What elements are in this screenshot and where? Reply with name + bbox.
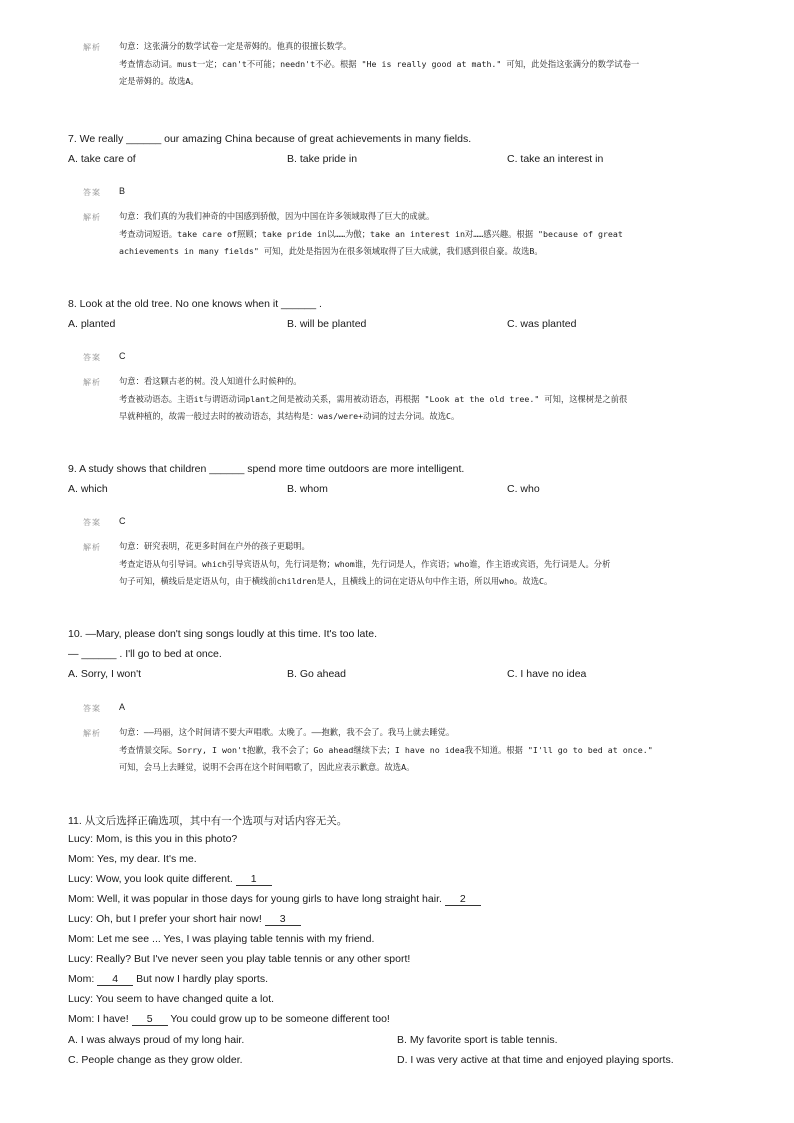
dialogue-text: Mom:	[68, 973, 98, 985]
analysis-line: 考查被动语态。主语it与谓语动词plant之间是被动关系，需用被动语态，再根据 "Look at the old tree." 可知，这棵树是之前很	[119, 393, 628, 404]
answer-tag: 答案	[83, 704, 101, 713]
q8-analysis	[119, 373, 709, 426]
blank-5[interactable]: 5	[132, 1014, 168, 1026]
q11-option-b[interactable]: B. My favorite sport is table tennis.	[397, 1034, 558, 1046]
q8-option-c[interactable]: C. was planted	[507, 318, 577, 330]
q9-answer: C	[119, 516, 126, 526]
analysis-line: 句意：看这颗古老的树。没人知道什么时候种的。	[119, 376, 302, 386]
q10-option-a[interactable]: A. Sorry, I won't	[68, 668, 141, 680]
analysis-tag: 解析	[83, 213, 101, 222]
answer-tag: 答案	[83, 518, 101, 527]
analysis-line: 句子可知，横线后是定语从句，由于横线前children是人，且横线上的词在定语从句中作主语，所以用who。故选C。	[119, 576, 553, 586]
dialogue-text: But now I hardly play sports.	[133, 973, 268, 985]
q11-option-c[interactable]: C. People change as they grow older.	[68, 1054, 243, 1066]
q10-stem-line2: — ______ . I'll go to bed at once.	[68, 648, 222, 660]
analysis-line: 可知，会马上去睡觉，说明不会再在这个时间唱歌了，因此应表示歉意。故选A。	[119, 762, 415, 772]
q7-option-b[interactable]: B. take pride in	[287, 153, 358, 165]
q9-option-a[interactable]: A. which	[68, 483, 108, 495]
analysis-line: 句意：我们真的为我们神奇的中国感到骄傲，因为中国在许多领域取得了巨大的成就。	[119, 211, 435, 221]
dialogue-text: Lucy: Really? But I've never seen you play table tennis or any other sport!	[68, 953, 411, 965]
q11-title: 11. 从文后选择正确选项，其中有一个选项与对话内容无关。	[68, 815, 348, 827]
q10-stem-line1: 10. —Mary, please don't sing songs loudly at this time. It's too late.	[68, 628, 378, 640]
q11-option-a[interactable]: A. I was always proud of my long hair.	[68, 1034, 245, 1046]
analysis-line: achievements in many fields" 可知，此处是指因为在很多领域取得了巨大成就，我们感到很自豪。故选B。	[119, 246, 543, 256]
q7-option-c[interactable]: C. take an interest in	[507, 153, 604, 165]
analysis-line: 考查动词短语。take care of照顾；take pride in以……为傲；take an interest in对……感兴趣。根据 "because of great	[119, 228, 623, 239]
blank-4[interactable]: 4	[97, 974, 133, 986]
q9-stem: 9. A study shows that children ______ spend more time outdoors are more intelligent.	[68, 463, 465, 475]
analysis-line: 考查情态动词。must一定；can't不可能；needn't不必。根据 "He is really good at math." 可知，此处指这张满分的数学试卷一	[119, 58, 640, 69]
blank-1[interactable]: 1	[236, 874, 272, 886]
dialogue-text: Lucy: You seem to have changed quite a lot.	[68, 993, 275, 1005]
dialogue-line	[68, 1013, 390, 1026]
blank-2[interactable]: 2	[445, 894, 481, 906]
dialogue-line	[68, 833, 237, 845]
q9-option-b[interactable]: B. whom	[287, 483, 328, 495]
q10-option-b[interactable]: B. Go ahead	[287, 668, 346, 680]
dialogue-text: Lucy: Oh, but I prefer your short hair now!	[68, 913, 265, 925]
dialogue-text: Lucy: Mom, is this you in this photo?	[68, 833, 238, 845]
q9-option-c[interactable]: C. who	[507, 483, 540, 495]
q7-stem: 7. We really ______ our amazing China because of great achievements in many fields.	[68, 133, 472, 145]
q9-analysis	[119, 538, 709, 591]
dialogue-text: You could grow up to be someone different too!	[167, 1013, 390, 1025]
q10-option-c[interactable]: C. I have no idea	[507, 668, 587, 680]
dialogue-line	[68, 913, 301, 926]
answer-tag: 答案	[83, 353, 101, 362]
analysis-line: 定是蒂姆的。故选A。	[119, 76, 199, 86]
q8-answer: C	[119, 351, 126, 361]
q8-stem: 8. Look at the old tree. No one knows when it ______ .	[68, 298, 322, 310]
dialogue-line	[68, 973, 268, 986]
blank-3[interactable]: 3	[265, 914, 301, 926]
dialogue-text: Mom: Let me see ... Yes, I was playing table tennis with my friend.	[68, 933, 375, 945]
dialogue-line	[68, 933, 374, 945]
dialogue-line	[68, 993, 274, 1005]
q7-option-a[interactable]: A. take care of	[68, 153, 136, 165]
analysis-tag: 解析	[83, 729, 101, 738]
answer-tag: 答案	[83, 188, 101, 197]
dialogue-text: Mom: I have!	[68, 1013, 132, 1025]
analysis-tag: 解析	[83, 543, 101, 552]
q7-analysis	[119, 208, 709, 261]
analysis-line: 句意：研究表明，花更多时间在户外的孩子更聪明。	[119, 541, 310, 551]
analysis-line: 句意：——玛丽，这个时间请不要大声唱歌。太晚了。——抱歉，我不会了。我马上就去睡觉。	[119, 727, 455, 737]
dialogue-text: Lucy: Wow, you look quite different.	[68, 873, 236, 885]
q8-option-a[interactable]: A. planted	[68, 318, 116, 330]
dialogue-text: Mom: Yes, my dear. It's me.	[68, 853, 197, 865]
dialogue-text: Mom: Well, it was popular in those days for young girls to have long straight hair.	[68, 893, 445, 905]
dialogue-line	[68, 893, 481, 906]
dialogue-line	[68, 873, 272, 886]
q11-option-d[interactable]: D. I was very active at that time and enjoyed playing sports.	[397, 1054, 674, 1066]
q6-analysis	[119, 38, 709, 91]
q8-option-b[interactable]: B. will be planted	[287, 318, 367, 330]
analysis-line: 句意：这张满分的数学试卷一定是蒂姆的。他真的很擅长数学。	[119, 41, 352, 51]
analysis-line: 考查情景交际。Sorry, I won't抱歉，我不会了；Go ahead继续下去；I have no idea我不知道。根据 "I'll go to bed at once."	[119, 744, 653, 755]
dialogue-line	[68, 953, 410, 965]
q10-answer: A	[119, 702, 126, 712]
analysis-tag: 解析	[83, 378, 101, 387]
analysis-tag: 解析	[83, 43, 101, 52]
analysis-line: 考查定语从句引导词。which引导宾语从句，先行词是物；whom谁，先行词是人，作宾语；who谁，作主语或宾语，先行词是人。分析	[119, 558, 611, 569]
analysis-line: 早就种植的，故需一般过去时的被动语态，其结构是：was/were+动词的过去分词。故选C。	[119, 411, 460, 421]
q7-answer: B	[119, 186, 126, 196]
q10-analysis	[119, 724, 709, 777]
dialogue-line	[68, 853, 197, 865]
